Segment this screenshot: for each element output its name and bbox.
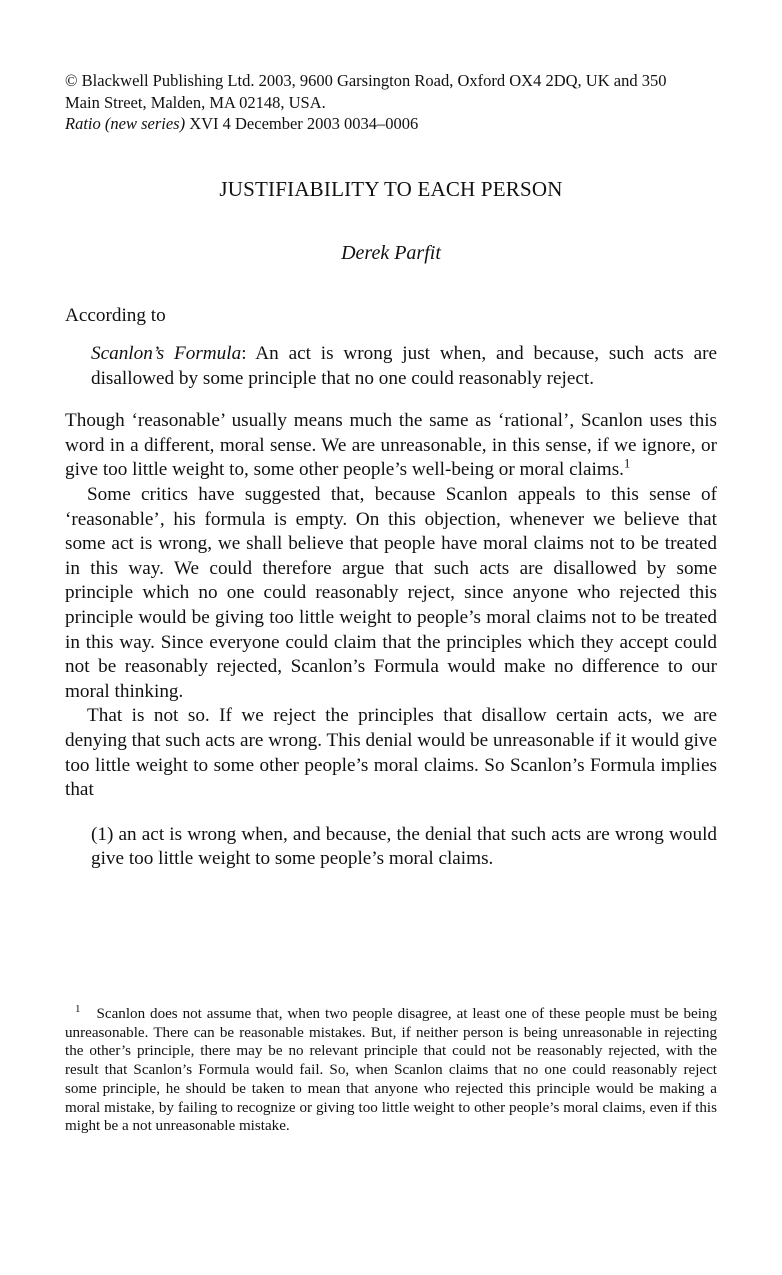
imprint-copyright-line-2: Main Street, Malden, MA 02148, USA. xyxy=(65,92,326,112)
formula-label: Scanlon’s Formula xyxy=(91,343,242,365)
paragraph-critics-objection: Some critics have suggested that, because Scanlon appeals to this sense of ‘reasonable’, his formula is empty. On this objection, whenever we believe that some act is wrong, we shall believe that people have moral claims not to be treated in this way. We could therefore argue that such acts are disallowed by some principle which no one could reasonably reject, since anyone who rejected this principle would be giving too little weight to people’s moral claims not to be treated in this way. Since everyone could claim that the principles which they accept could not be reasonably rejected, Scanlon’s Formula would make no difference to our moral thinking. xyxy=(65,484,717,702)
paragraph-reasonable-sense-text: Though ‘reasonable’ usually means much the same as ‘rational’, Scanlon uses this word in a different, moral sense. We are unreasonable, in this sense, if we ignore, or give too little weight to, some other people’s well-being or moral claims. xyxy=(65,410,717,481)
footnote-text: Scanlon does not assume that, when two people disagree, at least one of these people must be being unreasonable. There can be reasonable mistakes. But, if neither person is being unreasonable in rejecting the other’s principle, there may be no relevant principle that could not be reasonably rejected, with the result that Scanlon’s Formula would fail. So, when Scanlon claims that no one could reasonably reject some principle, he should be taken to mean that anyone who rejected this principle would be making a moral mistake, by failing to recognize or giving too little weight to other people’s moral claims, even if this might be a not unreasonable mistake. xyxy=(65,1006,717,1135)
footnote-marker: 1 xyxy=(75,1002,81,1015)
article-content xyxy=(65,70,717,872)
blockquote-claim-1: (1) an act is wrong when, and because, the denial that such acts are wrong would give too little weight to some people’s moral claims. xyxy=(91,823,717,870)
imprint-copyright-line-1: © Blackwell Publishing Ltd. 2003, 9600 Garsington Road, Oxford OX4 2DQ, UK and 350 xyxy=(65,71,667,90)
page-title: JUSTIFIABILITY TO EACH PERSON xyxy=(219,176,563,201)
paragraph-that-is-not-so: That is not so. If we reject the principles that disallow certain acts, we are denying that such acts are wrong. This denial would be unreasonable if it would give too little weight to some other people’s moral claims. So Scanlon’s Formula implies that xyxy=(65,705,717,801)
article-author: Derek Parfit xyxy=(341,241,441,264)
formula-statement: : An act is wrong just when, and because, such acts are disallowed by some principle that no one could reasonably reject. xyxy=(91,343,717,389)
paragraph-lead-in: According to xyxy=(65,304,166,326)
paragraph-reasonable-sense xyxy=(65,409,717,483)
footnote-reference-1[interactable]: 1 xyxy=(623,457,631,472)
footnote-1 xyxy=(65,1002,717,1136)
journal-imprint xyxy=(65,70,717,135)
journal-issue-info: XVI 4 December 2003 0034–0006 xyxy=(185,114,419,133)
journal-name: Ratio (new series) xyxy=(65,114,186,133)
blockquote-scanlons-formula xyxy=(65,342,717,391)
imprint-citation-line xyxy=(65,113,717,135)
